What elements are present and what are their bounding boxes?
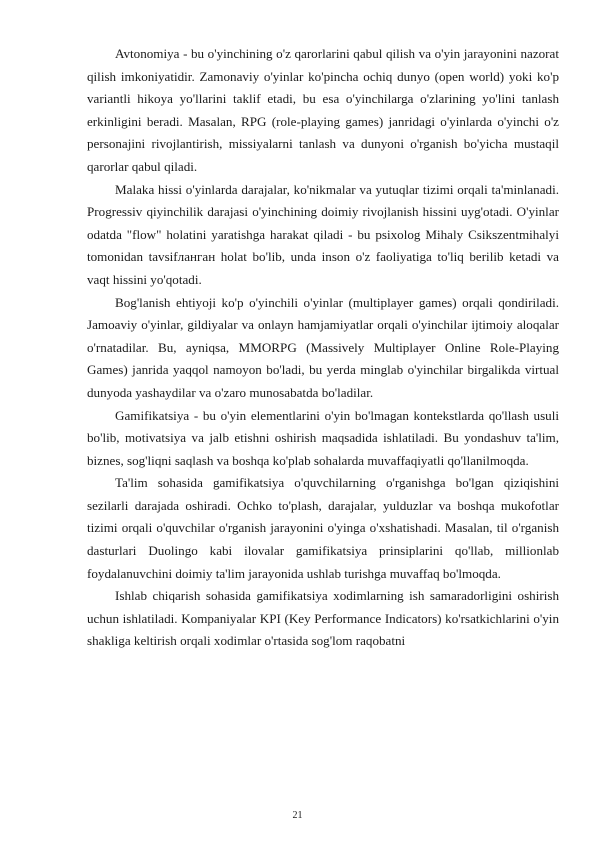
document-page	[87, 43, 559, 653]
paragraph-relatedness: Bog'lanish ehtiyoji ko'p o'yinchili o'yinlar (multiplayer games) orqali qondiriladi. Jamoaviy o'yinlar, gildiyalar va onlayn hamjamiyatlar orqali o'yinchilar ijtimoiy aloqalar o'rnatadilar. Bu, ayniqsa, MMORPG (Massively Multiplayer Online Role-Playing Games) janrida yaqqol namoyon bo'ladi, bu yerda minglab o'yinchilar birgalikda virtual dunyoda yashaydilar va o'zaro munosabatda bo'ladilar.	[87, 294, 559, 400]
paragraph-competence: Malaka hissi o'yinlarda darajalar, ko'nikmalar va yutuqlar tizimi orqali ta'minlanadi. Progressiv qiyinchilik darajasi o'yinchining doimiy rivojlanish hissini uyg'otadi. O'yinlar odatda "flow" holatini yaratishga harakat qiladi - bu psixolog Mihaly Csikszentmihalyi tomonidan tavsifланган holat bo'lib, unda inson o'z faoliyatiga to'liq berilib ketadi va vaqt hissini yo'qotadi.	[87, 181, 559, 287]
paragraph-gamification: Gamifikatsiya - bu o'yin elementlarini o'yin bo'lmagan kontekstlarda qo'llash usuli bo'lib, motivatsiya va jalb etishni oshirish maqsadida ishlatiladi. Bu yondashuv ta'lim, biznes, sog'liqni saqlash va boshqa ko'plab sohalarda muvaffaqiyatli qo'llanilmoqda.	[87, 407, 559, 468]
paragraph-autonomy: Avtonomiya - bu o'yinchining o'z qarorlarini qabul qilish va o'yin jarayonini nazorat qilish imkoniyatidir. Zamonaviy o'yinlar ko'pincha ochiq dunyo (open world) yoki ko'p variantli hikoya yo'llarini taklif etadi, bu esa o'yinchilarga o'zlarining yo'lini tanlash erkinligini beradi. Masalan, RPG (role-playing games) janridagi o'yinlarda o'yinchi o'z personajini rivojlantirish, missiyalarni tanlash va dunyoni o'rganish bo'yicha mustaqil qarorlar qabul qiladi.	[87, 46, 559, 174]
page-number: 21	[292, 810, 303, 821]
paragraph-production: Ishlab chiqarish sohasida gamifikatsiya xodimlarning ish samaradorligini oshirish uchun ishlatiladi. Kompaniyalar KPI (Key Performance Indicators) ko'rsatkichlarini o'yin shakliga keltirish orqali xodimlar o'rtasida sog'lom raqobatni	[87, 588, 559, 649]
paragraph-education: Ta'lim sohasida gamifikatsiya o'quvchilarning o'rganishga bo'lgan qiziqishini sezilarli darajada oshiradi. Ochko to'plash, darajalar, yulduzlar va boshqa mukofotlar tizimi orqali o'quvchilar o'rganish jarayonini o'yinga o'xshatishadi. Masalan, til o'rganish dasturlari Duolingo kabi ilovalar gamifikatsiya prinsiplarini qo'llab, millionlab foydalanuvchini doimiy ta'lim jarayonida ushlab turishga muvaffaq bo'lmoqda.	[87, 475, 559, 581]
